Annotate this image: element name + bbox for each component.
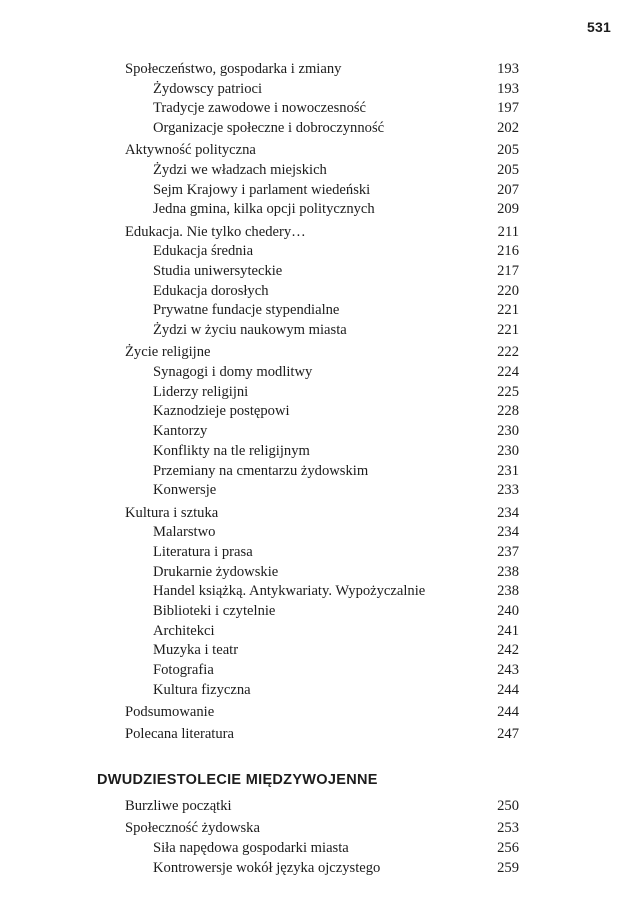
toc-entry-page: 244 (497, 681, 519, 698)
toc-entry-title: Drukarnie żydowskie (153, 563, 279, 580)
toc-entry-title: Konwersje (153, 482, 217, 499)
toc-entry-title: Malarstwo (153, 524, 216, 541)
toc-entry-title: Fotografia (153, 662, 214, 678)
toc-entry-page: 221 (497, 322, 519, 339)
toc-entry-title: Studia uniwersyteckie (153, 263, 283, 280)
toc-subentry (0, 80, 621, 100)
toc-entry (0, 60, 621, 80)
toc-entry-page: 207 (497, 181, 519, 198)
toc-subentry (0, 200, 621, 220)
toc-entry-title: Kontrowersje wokół języka ojczystego (153, 859, 381, 876)
toc-subentry (0, 181, 621, 201)
toc-subentry (0, 543, 621, 563)
section-heading: DWUDZIESTOLECIE MIĘDZYWOJENNE (97, 772, 378, 788)
toc-entry (0, 819, 621, 839)
toc-entry-page: 211 (497, 223, 519, 240)
toc-subentry (0, 602, 621, 622)
toc-subentry (0, 282, 621, 302)
toc-entry-title: Aktywność polityczna (125, 142, 256, 159)
toc-entry-page: 193 (497, 80, 519, 97)
toc-entry-page: 256 (497, 839, 519, 856)
toc-entry-title: Społeczność żydowska (125, 820, 260, 837)
toc-subentry (0, 161, 621, 181)
toc-entry-title: Edukacja średnia (153, 243, 254, 260)
toc-entry-title: Liderzy religijni (153, 383, 249, 400)
toc-entry-title: Organizacje społeczne i dobroczynność (153, 120, 385, 137)
toc-entry-page: 233 (497, 482, 519, 499)
toc-entry-page: 259 (497, 859, 519, 876)
toc-subentry (0, 462, 621, 482)
toc-entry-title: Społeczeństwo, gospodarka i zmiany (125, 61, 342, 77)
toc-entry-page: 237 (497, 543, 519, 560)
toc-subentry (0, 839, 621, 859)
toc-entry-page: 221 (497, 302, 519, 319)
toc-entry-page: 209 (497, 201, 519, 218)
toc-entry-page: 243 (497, 662, 519, 678)
toc-subentry (0, 402, 621, 422)
toc-entry-page: 234 (497, 524, 519, 541)
toc-entry-title: Polecana literatura (125, 726, 234, 743)
section-table-of-contents (0, 797, 621, 878)
toc-entry-title: Sejm Krajowy i parlament wiedeński (153, 181, 371, 198)
toc-entry-page: 216 (497, 243, 519, 260)
toc-subentry (0, 523, 621, 543)
toc-subentry (0, 622, 621, 642)
toc-subentry (0, 563, 621, 583)
toc-entry-page: 240 (497, 602, 519, 619)
toc-entry-title: Konflikty na tle religijnym (153, 442, 310, 459)
page-number: 531 (587, 19, 611, 35)
toc-entry (0, 725, 621, 745)
toc-entry-page: 193 (497, 61, 519, 77)
toc-entry-title: Kultura fizyczna (153, 681, 251, 698)
toc-entry-title: Edukacja. Nie tylko chedery… (125, 223, 306, 240)
toc-entry (0, 504, 621, 524)
toc-entry-title: Literatura i prasa (153, 543, 253, 560)
toc-entry-title: Muzyka i teatr (153, 642, 239, 659)
toc-entry-page: 242 (497, 642, 519, 659)
toc-subentry (0, 859, 621, 879)
toc-subentry (0, 242, 621, 262)
toc-subentry (0, 99, 621, 119)
toc-entry-page: 250 (497, 798, 519, 814)
toc-entry-page: 253 (497, 820, 519, 837)
toc-entry-title: Handel książką. Antykwariaty. Wypożyczalnie (153, 583, 426, 600)
toc-subentry (0, 262, 621, 282)
toc-subentry (0, 481, 621, 501)
toc-entry (0, 797, 621, 817)
toc-entry-page: 224 (497, 364, 519, 381)
toc-entry-page: 202 (497, 120, 519, 137)
toc-entry (0, 703, 621, 723)
toc-entry-title: Żydowscy patrioci (153, 80, 263, 97)
toc-entry-title: Podsumowanie (125, 703, 215, 720)
toc-subentry (0, 422, 621, 442)
toc-entry-title: Kantorzy (153, 423, 208, 440)
toc-entry-page: 220 (497, 282, 519, 299)
toc-subentry (0, 119, 621, 139)
toc-entry-page: 222 (497, 344, 519, 361)
toc-entry-title: Architekci (153, 622, 215, 639)
toc-subentry (0, 383, 621, 403)
toc-entry-page: 241 (497, 622, 519, 639)
toc-entry-page: 234 (497, 504, 519, 521)
toc-entry-title: Prywatne fundacje stypendialne (153, 302, 340, 319)
toc-subentry (0, 442, 621, 462)
toc-entry-page: 247 (497, 726, 519, 743)
toc-entry-page: 238 (497, 583, 519, 600)
toc-entry-page: 228 (497, 403, 519, 420)
toc-entry-title: Edukacja dorosłych (153, 282, 269, 299)
table-of-contents (0, 60, 621, 745)
toc-entry (0, 223, 621, 243)
toc-subentry (0, 681, 621, 701)
toc-entry-title: Kultura i sztuka (125, 504, 219, 521)
toc-entry-title: Biblioteki i czytelnie (153, 602, 276, 619)
toc-entry (0, 343, 621, 363)
toc-entry-title: Żydzi we władzach miejskich (153, 162, 327, 179)
toc-entry-page: 225 (497, 383, 519, 400)
toc-entry-page: 197 (497, 100, 519, 117)
toc-entry-title: Żydzi w życiu naukowym miasta (153, 322, 347, 339)
toc-entry-page: 217 (497, 263, 519, 280)
toc-entry-page: 205 (497, 142, 519, 159)
toc-entry-page: 231 (497, 462, 519, 479)
toc-entry-title: Kaznodzieje postępowi (153, 403, 290, 420)
toc-entry-page: 230 (497, 442, 519, 459)
toc-entry-title: Tradycje zawodowe i nowoczesność (153, 100, 367, 117)
toc-entry-page: 230 (497, 423, 519, 440)
toc-entry-page: 205 (497, 162, 519, 179)
toc-entry-title: Synagogi i domy modlitwy (153, 364, 313, 381)
toc-entry-page: 244 (497, 703, 519, 720)
toc-subentry (0, 321, 621, 341)
toc-entry (0, 141, 621, 161)
toc-entry-title: Burzliwe początki (125, 798, 232, 814)
toc-entry-title: Życie religijne (125, 344, 211, 361)
toc-entry-page: 238 (497, 563, 519, 580)
toc-subentry (0, 661, 621, 681)
toc-subentry (0, 363, 621, 383)
toc-entry-title: Jedna gmina, kilka opcji politycznych (153, 201, 375, 218)
toc-subentry (0, 582, 621, 602)
toc-entry-title: Przemiany na cmentarzu żydowskim (153, 462, 369, 479)
toc-subentry (0, 641, 621, 661)
toc-entry-title: Siła napędowa gospodarki miasta (153, 839, 349, 856)
toc-subentry (0, 301, 621, 321)
